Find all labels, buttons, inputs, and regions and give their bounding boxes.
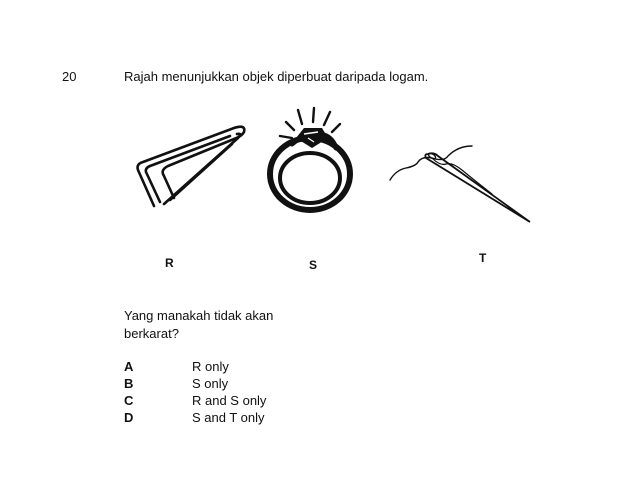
figure-label-r: R — [165, 256, 174, 270]
question-stem: Rajah menunjukkan objek diperbuat daripada logam. — [124, 69, 429, 84]
prompt-line-2: berkarat? — [124, 326, 179, 341]
figure-label-s: S — [309, 258, 318, 272]
option-letter: C — [124, 393, 134, 408]
ring-icon — [262, 108, 366, 221]
option-letter: A — [124, 359, 134, 374]
option-letter: B — [124, 376, 134, 391]
option-letter: D — [124, 410, 134, 425]
answer-options — [124, 358, 266, 426]
option-text: S only — [192, 376, 229, 391]
question-prompt — [124, 307, 324, 343]
question-number: 20 — [62, 69, 77, 84]
option-text: R only — [192, 359, 229, 374]
option-text: S and T only — [192, 410, 265, 425]
prompt-line-1: Yang manakah tidak akan — [124, 308, 274, 323]
option-a[interactable] — [124, 358, 266, 375]
figure-label-t: T — [479, 251, 487, 265]
option-c[interactable] — [124, 392, 266, 409]
option-b[interactable] — [124, 375, 266, 392]
paper-clip-icon — [134, 118, 250, 215]
needle-icon — [388, 140, 534, 229]
option-d[interactable] — [124, 409, 266, 426]
option-text: R and S only — [192, 393, 267, 408]
